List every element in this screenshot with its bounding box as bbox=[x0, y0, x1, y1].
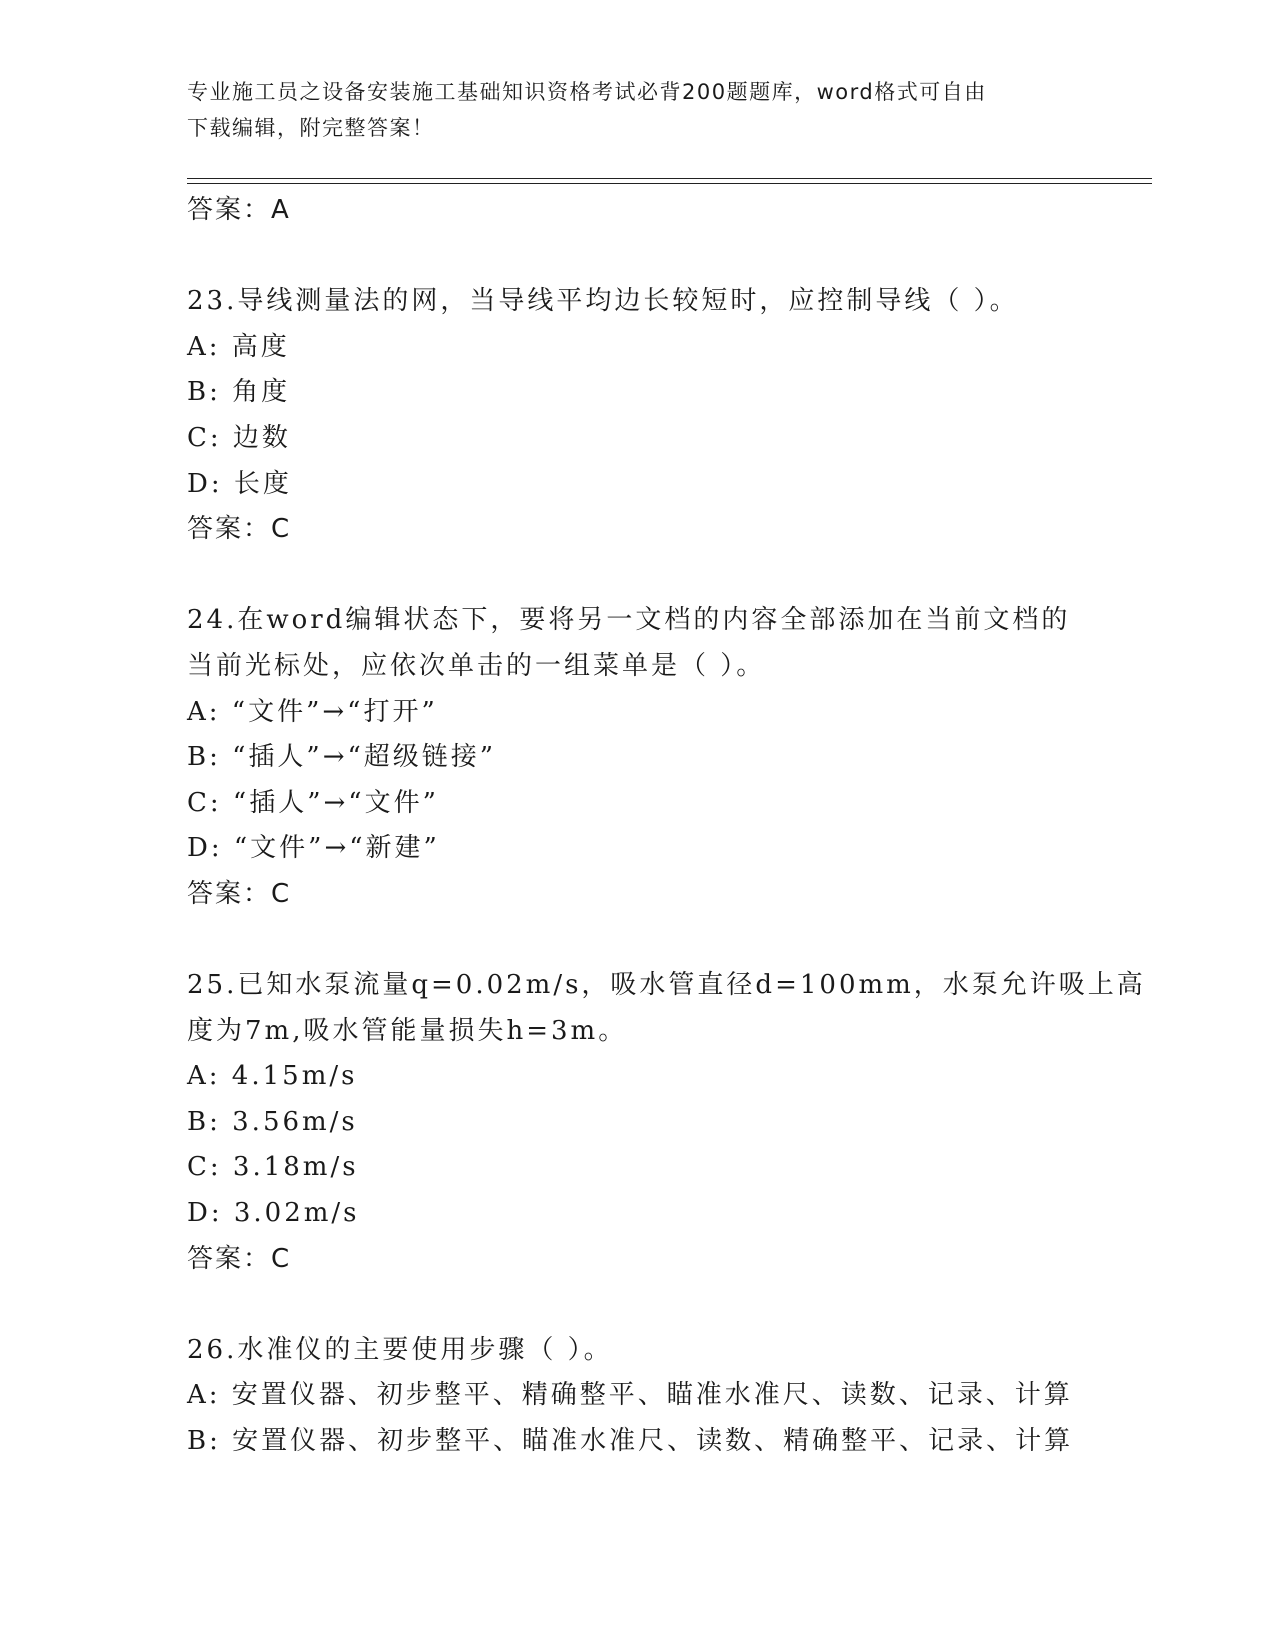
question-text-line-1: 25.已知水泵流量q=0.02m/s，吸水管直径d=100mm，水泵允许吸上高 bbox=[187, 970, 1146, 1001]
option-a: A: 安置仪器、初步整平、精确整平、瞄准水准尺、读数、记录、计算 bbox=[187, 1380, 1073, 1411]
question-23 bbox=[187, 279, 1087, 553]
question-24 bbox=[187, 598, 1087, 917]
question-text-line-2: 度为7m,吸水管能量损失h=3m。 bbox=[187, 1015, 628, 1046]
spacer bbox=[187, 1282, 1087, 1328]
question-text: 26.水准仪的主要使用步骤（ ）。 bbox=[187, 1334, 613, 1365]
option-d: D: 长度 bbox=[187, 468, 292, 499]
answer: 答案：C bbox=[187, 514, 292, 545]
option-b: B: “插人”→“超级链接” bbox=[187, 742, 497, 773]
option-b: B: 安置仪器、初步整平、瞄准水准尺、读数、精确整平、记录、计算 bbox=[187, 1426, 1074, 1457]
answer: 答案：C bbox=[187, 1243, 292, 1274]
question-text-line-2: 当前光标处，应依次单击的一组菜单是（ ）。 bbox=[187, 650, 766, 681]
question-list bbox=[187, 188, 1146, 1465]
option-d: D: 3.02m/s bbox=[187, 1198, 360, 1229]
option-d: D: “文件”→“新建” bbox=[187, 833, 440, 864]
document-header bbox=[187, 74, 1067, 146]
spacer bbox=[187, 553, 1087, 599]
option-a: A: “文件”→“打开” bbox=[187, 696, 438, 727]
option-c: C: “插人”→“文件” bbox=[187, 787, 439, 818]
header-divider-top bbox=[187, 178, 1152, 179]
option-b: B: 角度 bbox=[187, 377, 291, 408]
option-a: A: 高度 bbox=[187, 331, 290, 362]
option-b: B: 3.56m/s bbox=[187, 1106, 358, 1137]
question-26 bbox=[187, 1328, 1087, 1465]
answer: 答案：C bbox=[187, 878, 292, 909]
spacer bbox=[187, 234, 1087, 280]
header-line-2: 下载编辑，附完整答案！ bbox=[187, 116, 435, 140]
question-text: 23.导线测量法的网，当导线平均边长较短时，应控制导线（ ）。 bbox=[187, 286, 1019, 317]
header-divider-bottom bbox=[187, 183, 1152, 184]
option-c: C: 3.18m/s bbox=[187, 1152, 359, 1183]
spacer bbox=[187, 918, 1087, 964]
header-line-1: 专业施工员之设备安装施工基础知识资格考试必背200题题库，word格式可自由 bbox=[187, 80, 987, 104]
question-25 bbox=[187, 963, 1146, 1282]
option-a: A: 4.15m/s bbox=[187, 1061, 358, 1092]
option-c: C: 边数 bbox=[187, 422, 291, 453]
question-text-line-1: 24.在word编辑状态下，要将另一文档的内容全部添加在当前文档的 bbox=[187, 605, 1071, 636]
previous-answer: 答案：A bbox=[187, 195, 291, 225]
